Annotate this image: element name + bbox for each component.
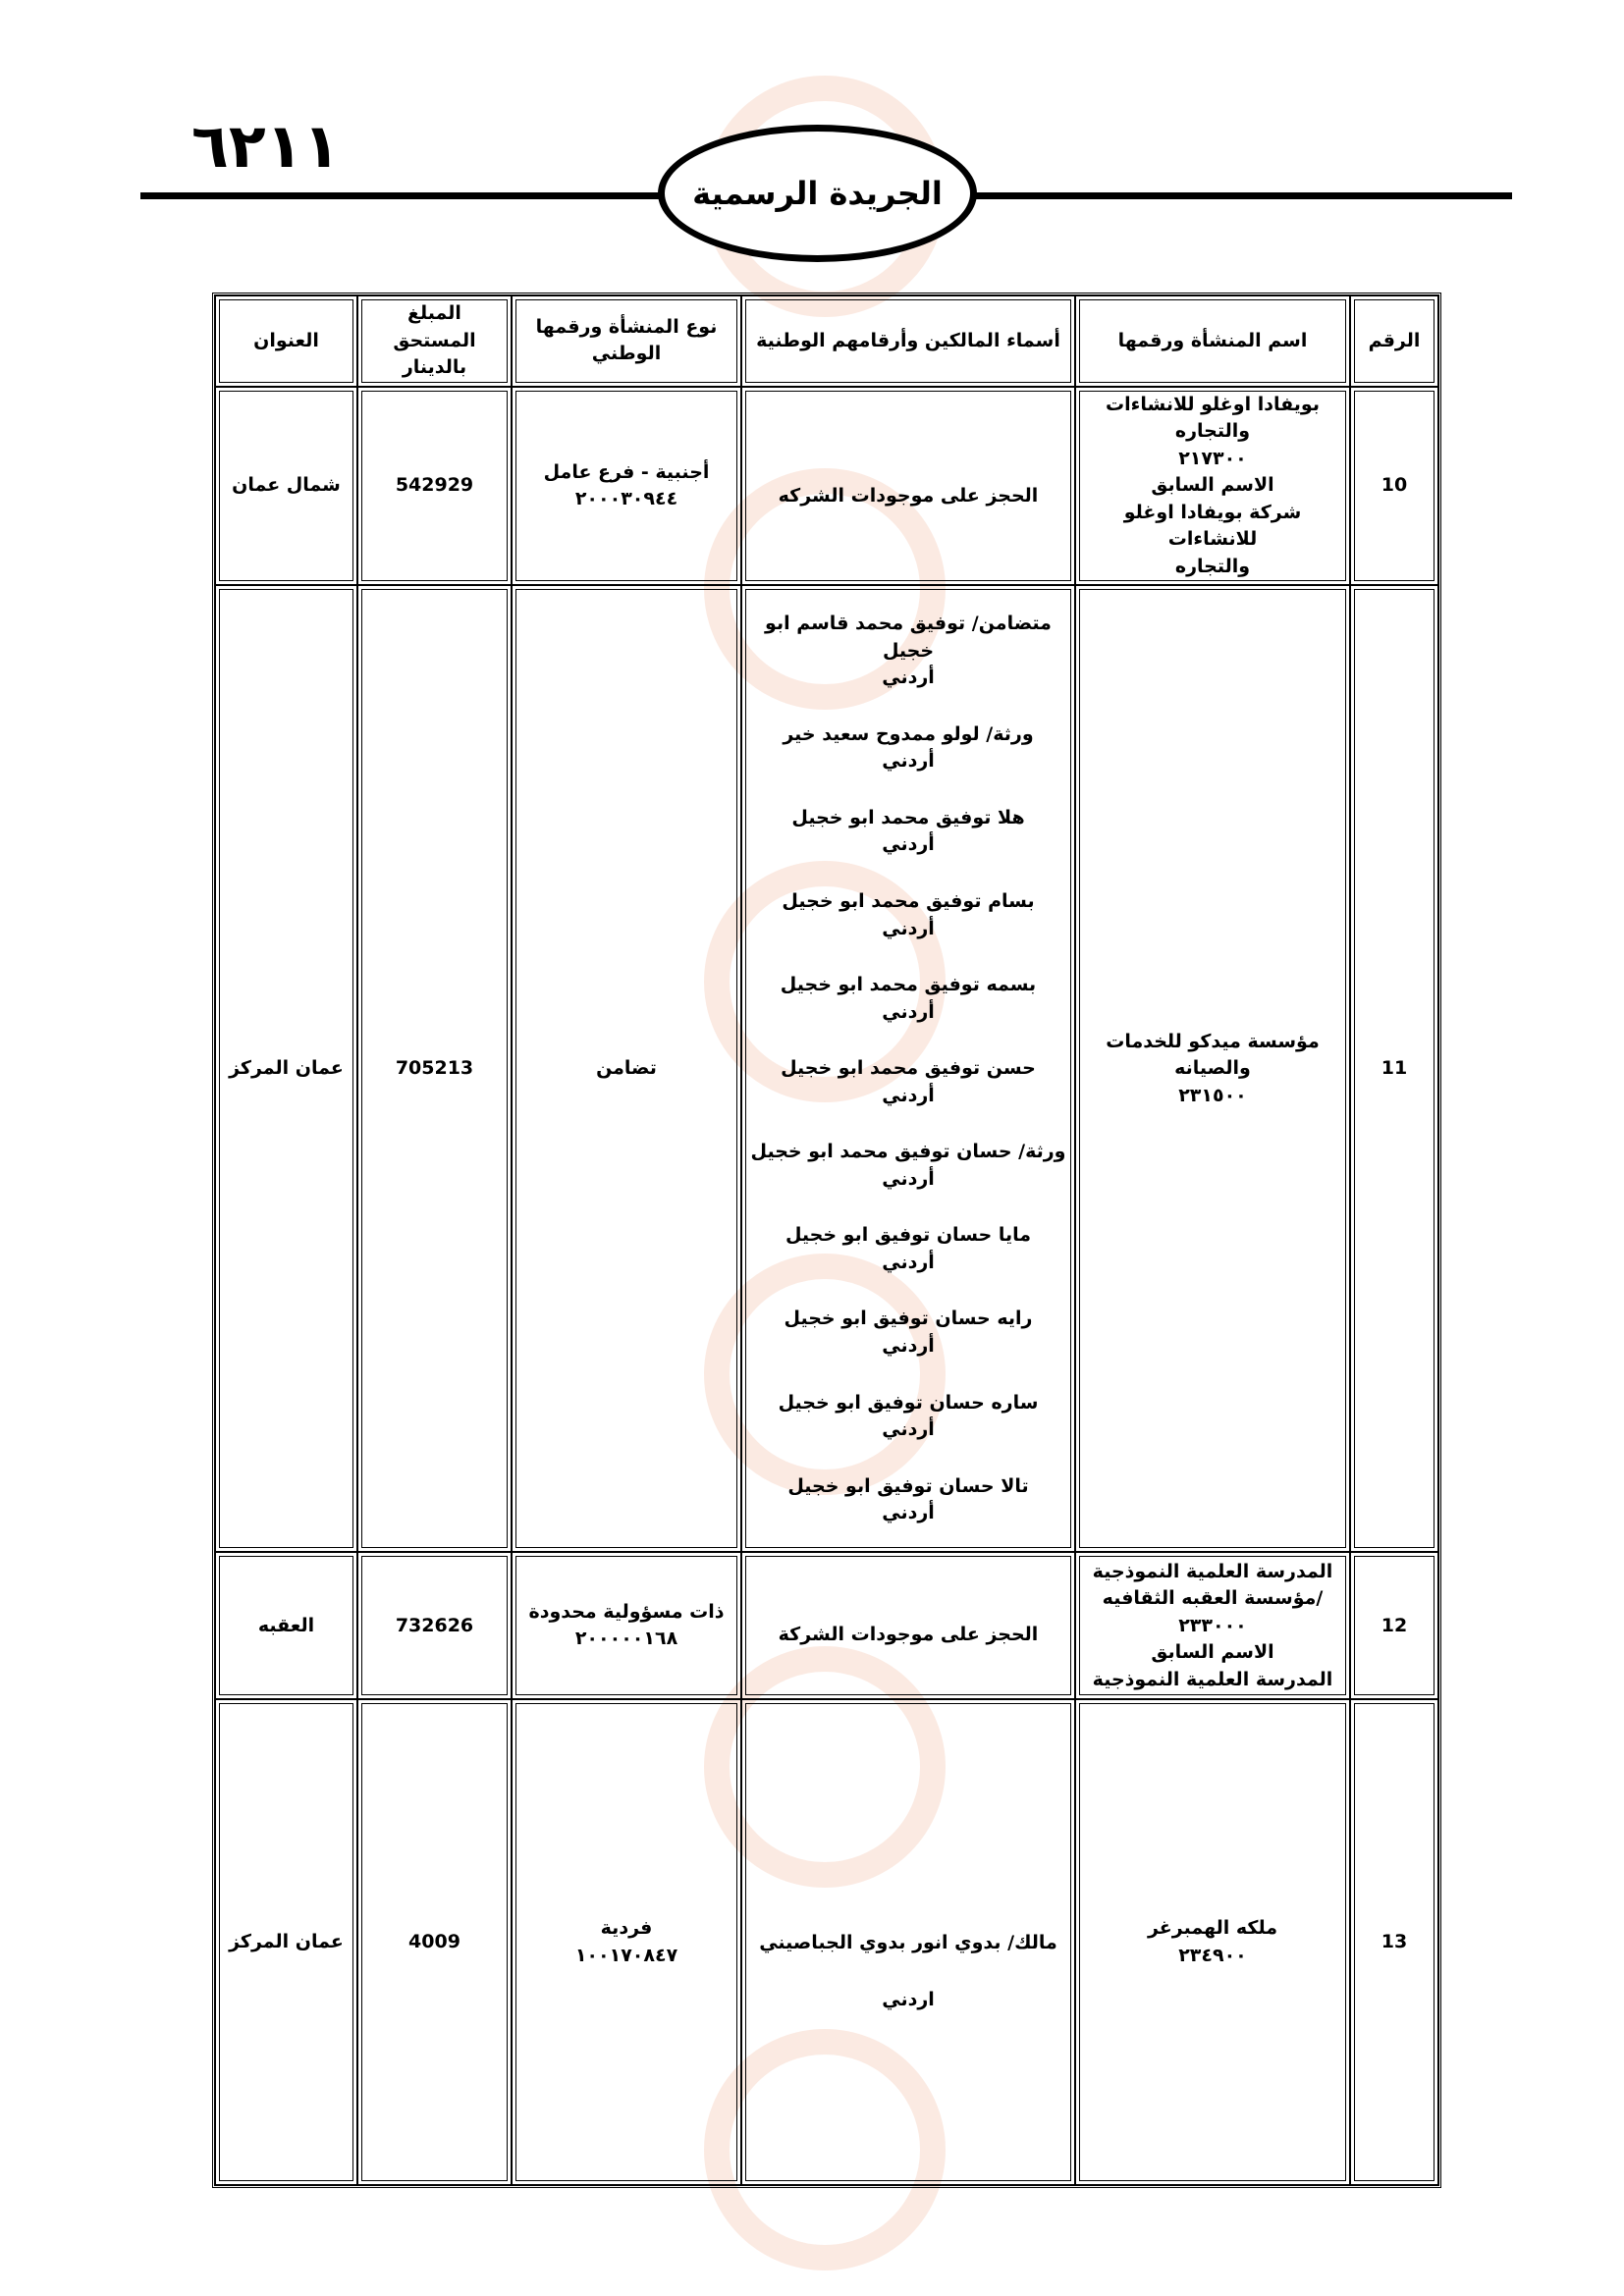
owner-name: مالك/ بدوي انور بدوي الجباصيني (759, 1932, 1057, 1954)
header-rule-left (140, 192, 671, 199)
owners-cell (741, 387, 1075, 586)
establishment-line: الاسم السابق (1151, 474, 1274, 497)
row-number: 12 (1350, 1552, 1438, 1699)
amount-cell: 542929 (357, 387, 512, 586)
owner-name: الحجز على موجودات الشركه (778, 485, 1039, 507)
owner-name: مايا حسان توفيق ابو خجيل (785, 1224, 1032, 1247)
table-row (215, 585, 1438, 1552)
address-cell: العقبه (215, 1552, 357, 1699)
owner-entry (748, 1222, 1068, 1276)
amount-cell: 705213 (357, 585, 512, 1552)
establishment-line: والتجاره (1174, 420, 1251, 443)
establishment-name (1075, 1552, 1350, 1699)
gazette-title-oval (658, 125, 977, 262)
owner-entry (748, 972, 1068, 1026)
col-header-address: العنوان (215, 295, 357, 387)
establishment-line: /مؤسسة العقبه الثقافيه (1102, 1587, 1324, 1610)
owner-name: الحجز على موجودات الشركة (778, 1623, 1039, 1645)
establishment-name (1075, 585, 1350, 1552)
col-header-establishment: اسم المنشأة ورقمها (1075, 295, 1350, 387)
owner-nationality: أردني (882, 750, 935, 773)
owner-name: ورثة/ حسان توفيق محمد ابو خجيل (750, 1141, 1066, 1163)
owner-nationality: اردني (882, 1988, 935, 2010)
establishment-line: الاسم السابق (1151, 1641, 1274, 1664)
table-row (215, 387, 1438, 586)
owner-entry (748, 1306, 1068, 1360)
owner-name: حسن توفيق محمد ابو خجيل (781, 1057, 1036, 1080)
page-number: ٦٢١١ (191, 110, 341, 182)
establishments-table (212, 293, 1441, 2188)
owner-nationality: أردني (882, 667, 935, 689)
table-header-row (215, 295, 1438, 387)
row-number: 11 (1350, 585, 1438, 1552)
establishment-line: ٢٣٤٩٠٠ (1178, 1944, 1247, 1966)
owner-nationality: أردني (882, 917, 935, 939)
owners-cell (741, 1552, 1075, 1699)
owner-entry (748, 888, 1068, 942)
owner-nationality: أردني (882, 1084, 935, 1106)
owner-nationality: أردني (882, 833, 935, 856)
address-cell: عمان المركز (215, 1699, 357, 2185)
type-line: ١٠٠١٧٠٨٤٧ (574, 1944, 678, 1966)
establishment-line: شركة بويفادا اوغلو للانشاءات (1123, 501, 1302, 551)
owner-name: ورثة/ لولو ممدوح سعيد خير (783, 722, 1034, 745)
owner-name: بسام توفيق محمد ابو خجيل (782, 890, 1035, 912)
owner-entry (748, 1139, 1068, 1193)
establishment-line: المدرسة العلمية النموذجية (1092, 1560, 1333, 1582)
owner-nationality: أردني (882, 1418, 935, 1441)
establishment-line: ٢٣١٥٠٠ (1178, 1084, 1247, 1106)
establishment-line: المدرسة العلمية النموذجية (1092, 1668, 1333, 1690)
amount-cell: 4009 (357, 1699, 512, 2185)
owner-entry (748, 1390, 1068, 1444)
address-cell: عمان المركز (215, 585, 357, 1552)
establishment-line: والتجاره (1174, 555, 1251, 577)
table-row (215, 1552, 1438, 1699)
owner-nationality: أردني (882, 1502, 935, 1524)
owner-name: ساره حسان توفيق ابو خجيل (778, 1391, 1039, 1414)
owner-name: رايه حسان توفيق ابو خجيل (784, 1308, 1033, 1330)
owner-nationality: أردني (882, 1000, 935, 1023)
owner-name: بسمه توفيق محمد ابو خجيل (780, 974, 1037, 996)
establishment-name (1075, 1699, 1350, 2185)
type-line: تضامن (596, 1057, 657, 1080)
owners-cell (741, 1699, 1075, 2185)
type-cell (512, 585, 741, 1552)
owner-name: هلا توفيق محمد ابو خجيل (791, 806, 1025, 828)
type-cell (512, 1552, 741, 1699)
establishment-line: ملكه الهمبرغر (1147, 1917, 1277, 1940)
establishment-line: ٢١٧٣٠٠ (1178, 447, 1247, 469)
owner-name: تالا حسان توفيق ابو خجيل (787, 1474, 1029, 1497)
establishment-name (1075, 387, 1350, 586)
owner-entry (748, 721, 1068, 775)
header-rule-right (967, 192, 1512, 199)
col-header-number: الرقم (1350, 295, 1438, 387)
owner-name: متضامن/ توفيق محمد قاسم ابو خجيل (765, 613, 1052, 662)
establishment-line: بويفادا اوغلو للانشاءات (1106, 393, 1320, 415)
owners-cell (741, 585, 1075, 1552)
owner-nationality: أردني (882, 1251, 935, 1273)
amount-cell: 732626 (357, 1552, 512, 1699)
owner-entry (748, 805, 1068, 859)
establishment-line: والصيانه (1174, 1057, 1251, 1080)
address-cell: شمال عمان (215, 387, 357, 586)
type-line: ٢٠٠٠٣٠٩٤٤ (574, 488, 678, 510)
owner-entry (748, 611, 1068, 692)
type-line: فردية (600, 1917, 653, 1940)
col-header-owners: أسماء المالكين وأرقامهم الوطنية (741, 295, 1075, 387)
establishment-line: مؤسسة ميدكو للخدمات (1106, 1030, 1320, 1052)
owner-nationality: أردني (882, 1335, 935, 1358)
col-header-amount: المبلغ المستحق بالدينار (357, 295, 512, 387)
owner-nationality: أردني (882, 1167, 935, 1190)
gazette-title: الجريدة الرسمية (692, 175, 943, 212)
owner-entry (748, 1473, 1068, 1527)
table-row (215, 1699, 1438, 2185)
owner-entry (748, 1055, 1068, 1109)
type-line: ٢٠٠٠٠٠١٦٨ (574, 1628, 678, 1650)
type-cell (512, 387, 741, 586)
col-header-type: نوع المنشأة ورقمها الوطني (512, 295, 741, 387)
row-number: 13 (1350, 1699, 1438, 2185)
type-line: أجنبية - فرع عامل (543, 460, 710, 483)
type-cell (512, 1699, 741, 2185)
row-number: 10 (1350, 387, 1438, 586)
establishment-line: ٢٣٣٠٠٠ (1178, 1614, 1247, 1636)
type-line: ذات مسؤولية محدودة (528, 1600, 725, 1623)
